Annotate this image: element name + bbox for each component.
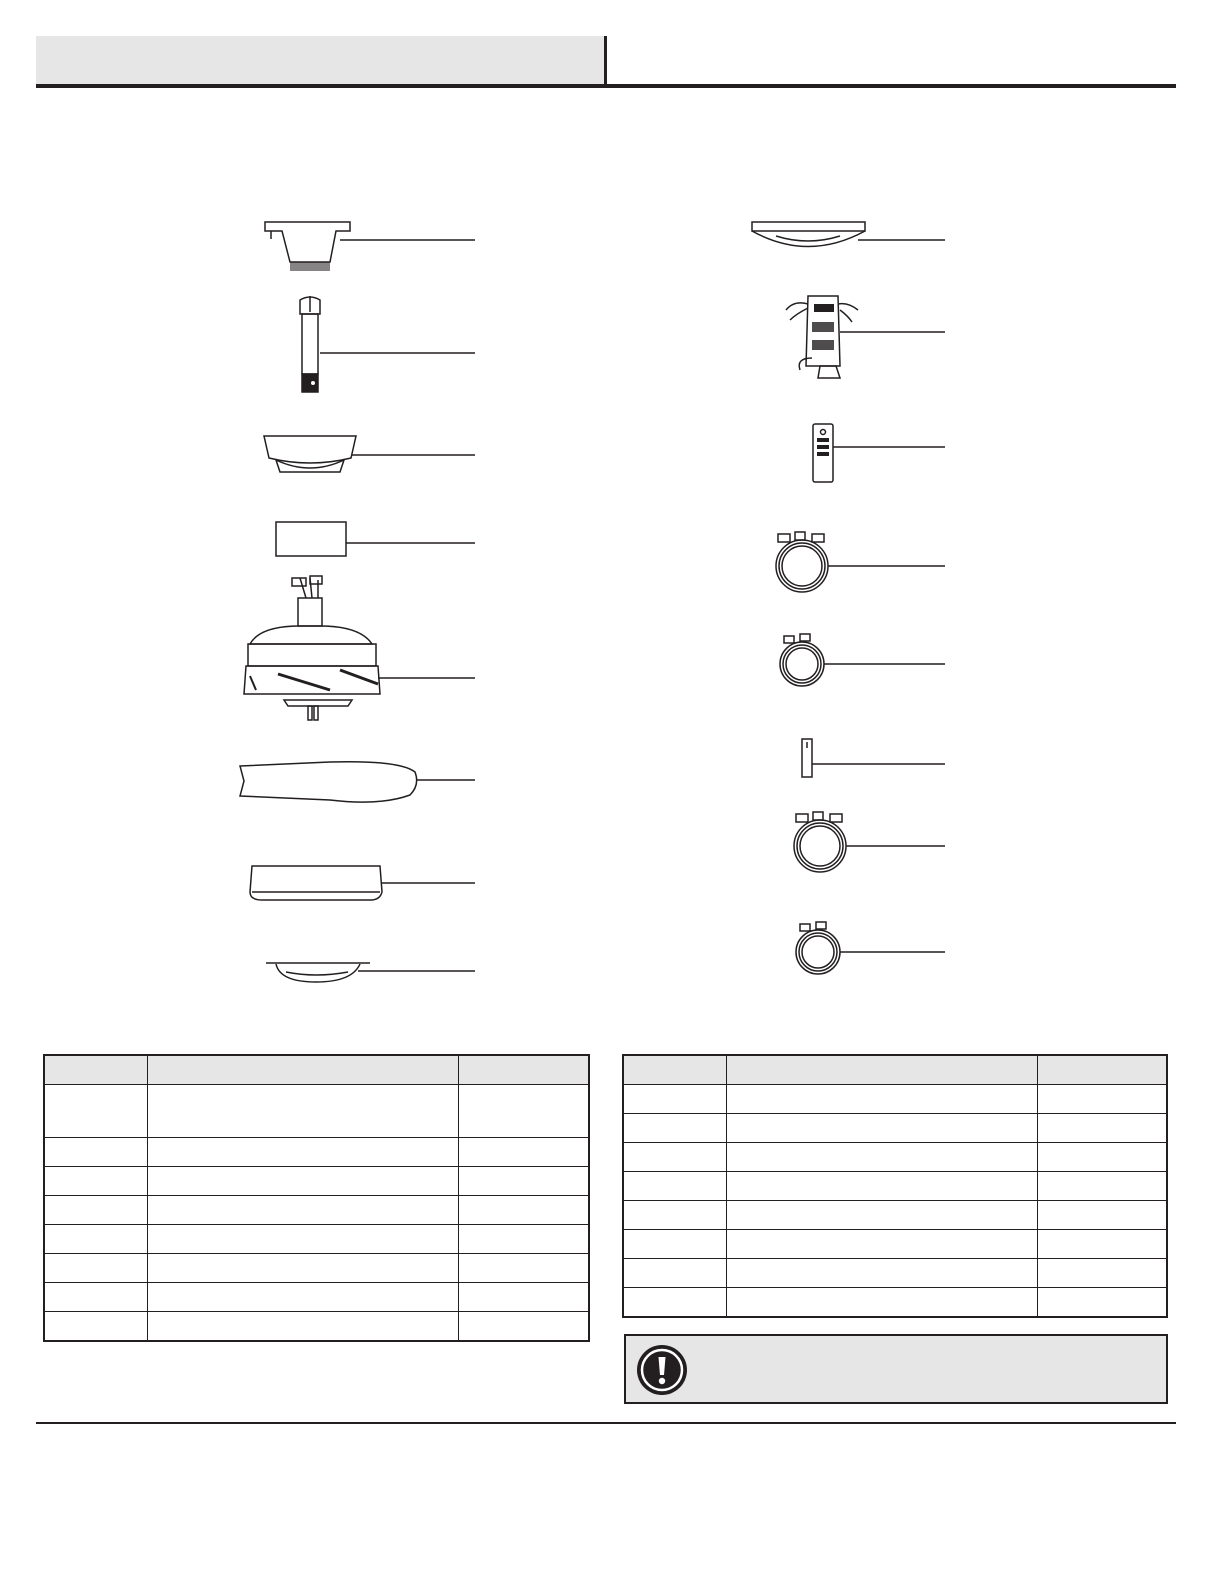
parts-table-left bbox=[43, 1054, 590, 1342]
receiver-icon bbox=[786, 296, 945, 378]
table-cell bbox=[458, 1167, 589, 1196]
switch-housing-icon bbox=[250, 866, 475, 900]
table-cell bbox=[623, 1230, 726, 1259]
table-cell bbox=[44, 1283, 147, 1312]
table-cell bbox=[458, 1312, 589, 1342]
table-row bbox=[623, 1172, 1167, 1201]
downrod-icon bbox=[300, 296, 475, 392]
table-cell bbox=[623, 1114, 726, 1143]
table-cell bbox=[726, 1201, 1037, 1230]
wire-harness-large-icon bbox=[776, 532, 945, 592]
table-cell bbox=[1037, 1114, 1167, 1143]
table-cell bbox=[1037, 1085, 1167, 1114]
table-cell bbox=[1037, 1259, 1167, 1288]
table-cell bbox=[726, 1259, 1037, 1288]
table-cell bbox=[1037, 1230, 1167, 1259]
table-cell bbox=[1037, 1143, 1167, 1172]
column-header-description bbox=[147, 1055, 458, 1085]
notice-box bbox=[624, 1334, 1168, 1404]
table-row bbox=[623, 1085, 1167, 1114]
table-cell bbox=[44, 1167, 147, 1196]
table-cell bbox=[1037, 1288, 1167, 1318]
glass-shade-icon bbox=[752, 222, 945, 247]
column-header-part bbox=[623, 1055, 726, 1085]
table-row bbox=[44, 1225, 589, 1254]
remote-control-icon bbox=[813, 424, 945, 482]
table-cell bbox=[458, 1196, 589, 1225]
wire-harness-small-icon bbox=[780, 634, 945, 686]
table-cell bbox=[726, 1114, 1037, 1143]
table-row bbox=[623, 1288, 1167, 1318]
table-cell bbox=[623, 1143, 726, 1172]
table-cell bbox=[458, 1283, 589, 1312]
table-cell bbox=[147, 1312, 458, 1342]
table-cell bbox=[458, 1254, 589, 1283]
table-cell bbox=[726, 1172, 1037, 1201]
table-cell bbox=[147, 1167, 458, 1196]
exclamation-warning-icon bbox=[636, 1344, 688, 1396]
fan-motor-assembly-icon bbox=[244, 576, 475, 720]
table-cell bbox=[44, 1312, 147, 1342]
table-cell bbox=[44, 1085, 147, 1138]
column-header-quantity bbox=[458, 1055, 589, 1085]
canopy-icon bbox=[264, 436, 475, 472]
table-cell bbox=[44, 1254, 147, 1283]
table-row bbox=[623, 1114, 1167, 1143]
column-header-description bbox=[726, 1055, 1037, 1085]
table-header-row bbox=[623, 1055, 1167, 1085]
table-cell bbox=[726, 1143, 1037, 1172]
table-row bbox=[44, 1283, 589, 1312]
table-cell bbox=[147, 1254, 458, 1283]
table-cell bbox=[44, 1138, 147, 1167]
table-cell bbox=[147, 1196, 458, 1225]
mounting-bracket-icon bbox=[265, 222, 475, 271]
table-cell bbox=[44, 1196, 147, 1225]
table-cell bbox=[147, 1283, 458, 1312]
table-row bbox=[623, 1259, 1167, 1288]
light-kit-plate-icon bbox=[266, 963, 475, 982]
table-cell bbox=[147, 1138, 458, 1167]
table-cell bbox=[623, 1201, 726, 1230]
column-header-part bbox=[44, 1055, 147, 1085]
column-header-quantity bbox=[1037, 1055, 1167, 1085]
footer-rule bbox=[36, 1422, 1176, 1424]
wire-harness-large-icon bbox=[794, 812, 945, 872]
table-cell bbox=[623, 1259, 726, 1288]
table-row bbox=[623, 1230, 1167, 1259]
table-cell bbox=[147, 1225, 458, 1254]
table-cell bbox=[458, 1085, 589, 1138]
table-cell bbox=[726, 1085, 1037, 1114]
table-cell bbox=[726, 1230, 1037, 1259]
table-cell bbox=[44, 1225, 147, 1254]
table-row bbox=[44, 1254, 589, 1283]
table-cell bbox=[726, 1288, 1037, 1318]
wire-harness-small-icon bbox=[796, 922, 945, 974]
table-cell bbox=[458, 1225, 589, 1254]
fan-blade-icon bbox=[240, 762, 475, 802]
table-row bbox=[44, 1085, 589, 1138]
table-cell bbox=[623, 1172, 726, 1201]
table-row bbox=[623, 1201, 1167, 1230]
battery-icon bbox=[802, 739, 945, 777]
collar-cover-icon bbox=[276, 522, 475, 556]
table-row bbox=[44, 1167, 589, 1196]
table-row bbox=[44, 1312, 589, 1342]
table-row bbox=[44, 1196, 589, 1225]
table-cell bbox=[623, 1288, 726, 1318]
table-cell bbox=[1037, 1201, 1167, 1230]
table-row bbox=[44, 1138, 589, 1167]
table-cell bbox=[1037, 1172, 1167, 1201]
table-row bbox=[623, 1143, 1167, 1172]
table-cell bbox=[623, 1085, 726, 1114]
table-cell bbox=[458, 1138, 589, 1167]
table-header-row bbox=[44, 1055, 589, 1085]
table-cell bbox=[147, 1085, 458, 1138]
parts-table-right bbox=[622, 1054, 1168, 1318]
